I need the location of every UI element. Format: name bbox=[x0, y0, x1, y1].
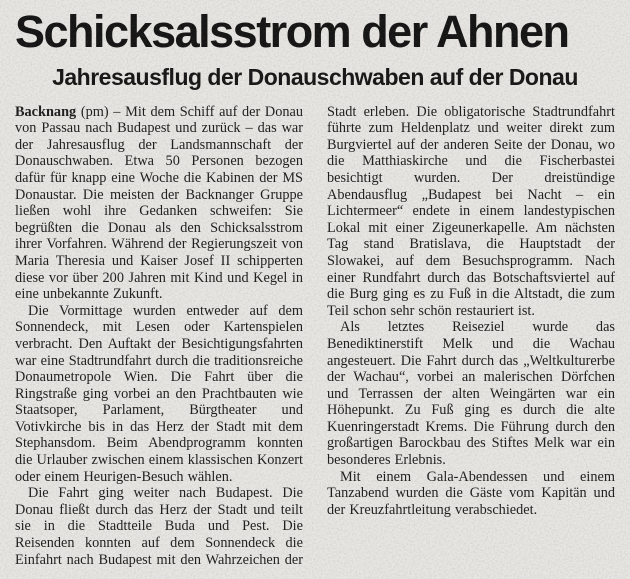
paragraph-text: Mit dem Schiff auf der Donau von Passau nach Budapest und zurück – das war der Jahresausflug der Landsmannschaft der Donauschwaben. Etwa 50 Personen bezogen dafür für knapp eine Woche die Kabinen der MS Donaustar. Die meisten der Backnanger Gruppe ließen wohl ihre Gedanken schweifen: Sie begrüßten die Donau als den Schicksalsstrom ihrer Vorfahren. Während der Regierungszeit von Maria Theresia und Kaiser Josef II schipperten diese vor über 200 Jahren mit Kind und Kegel in eine unbekannte Zukunft. bbox=[15, 103, 304, 303]
article-headline: Schicksalsstrom der Ahnen bbox=[15, 6, 569, 57]
dateline-credit: (pm) – bbox=[80, 103, 121, 120]
article-subheadline: Jahresausflug der Donauschwaben auf der Donau bbox=[52, 63, 578, 90]
paragraph: Mit einem Gala-Abendessen und einem Tanzabend wurden die Gäste vom Kapitän und der Kreuzfahrtleitung verabschiedet. bbox=[327, 468, 615, 518]
article-body bbox=[15, 104, 615, 573]
paragraph-lead bbox=[15, 104, 303, 303]
paragraph: Die Vormittage wurden entweder auf dem Sonnendeck, mit Lesen oder Kartenspielen verbracht. Den Auftakt der Besichtigungsfahrten war eine Stadtrundfahrt durch die traditionsreiche Donaumetropole Wien. Die Fahrt über die Ringstraße ging vorbei an den Prachtbauten wie Staatsoper, Parlament, Bürgtheater und Votivkirche bis in das Herz der Stadt mit dem Stephansdom. Beim Abendprogramm konnten die Urlauber zwischen einem klassischen Konzert oder einem Heurigen-Besuch wählen. bbox=[15, 302, 303, 485]
paragraph: Die Fahrt ging weiter nach Budapest. Die Donau fließt durch das Herz der Stadt und teilt sie in die Stadtteile Buda und Pest. Die Reisenden konnten auf dem Sonnendeck die Einfahrt nach Budapest mit den Wahrzeichen der Stadt erleben. Die obligatorische Stadtrundfahrt führte zum Heldenplatz und weiter direkt zum Burgviertel auf der anderen Seite der Donau, wo die Matthiaskirche und die Fischerbastei besichtigt wurden. Der dreistündige Abendausflug „Budapest bei Nacht – ein Lichtermeer“ endete in einem landestypischen Lokal mit einer Zigeunerkapelle. Am nächsten Tag stand Bratislava, die Hauptstadt der Slowakei, auf dem Besuchsprogramm. Nach einer Rundfahrt durch das Botschaftsviertel auf die Burg ging es zu Fuß in die Altstadt, die zum Teil schon sehr schön restauriert ist. bbox=[15, 103, 615, 568]
dateline-location: Backnang bbox=[15, 103, 77, 120]
paragraph: Als letztes Reiseziel wurde das Benediktinerstift Melk und die Wachau angesteuert. Die Fahrt durch das „Weltkulturerbe der Wachau“, vorbei an malerischen Dörfchen und Terrassen der alten Weingärten war ein Höhepunkt. Zu Fuß ging es durch die alte Kuenringerstadt Krems. Die Führung durch den großartigen Barockbau des Stiftes Melk war ein besonderes Erlebnis. bbox=[327, 319, 615, 469]
